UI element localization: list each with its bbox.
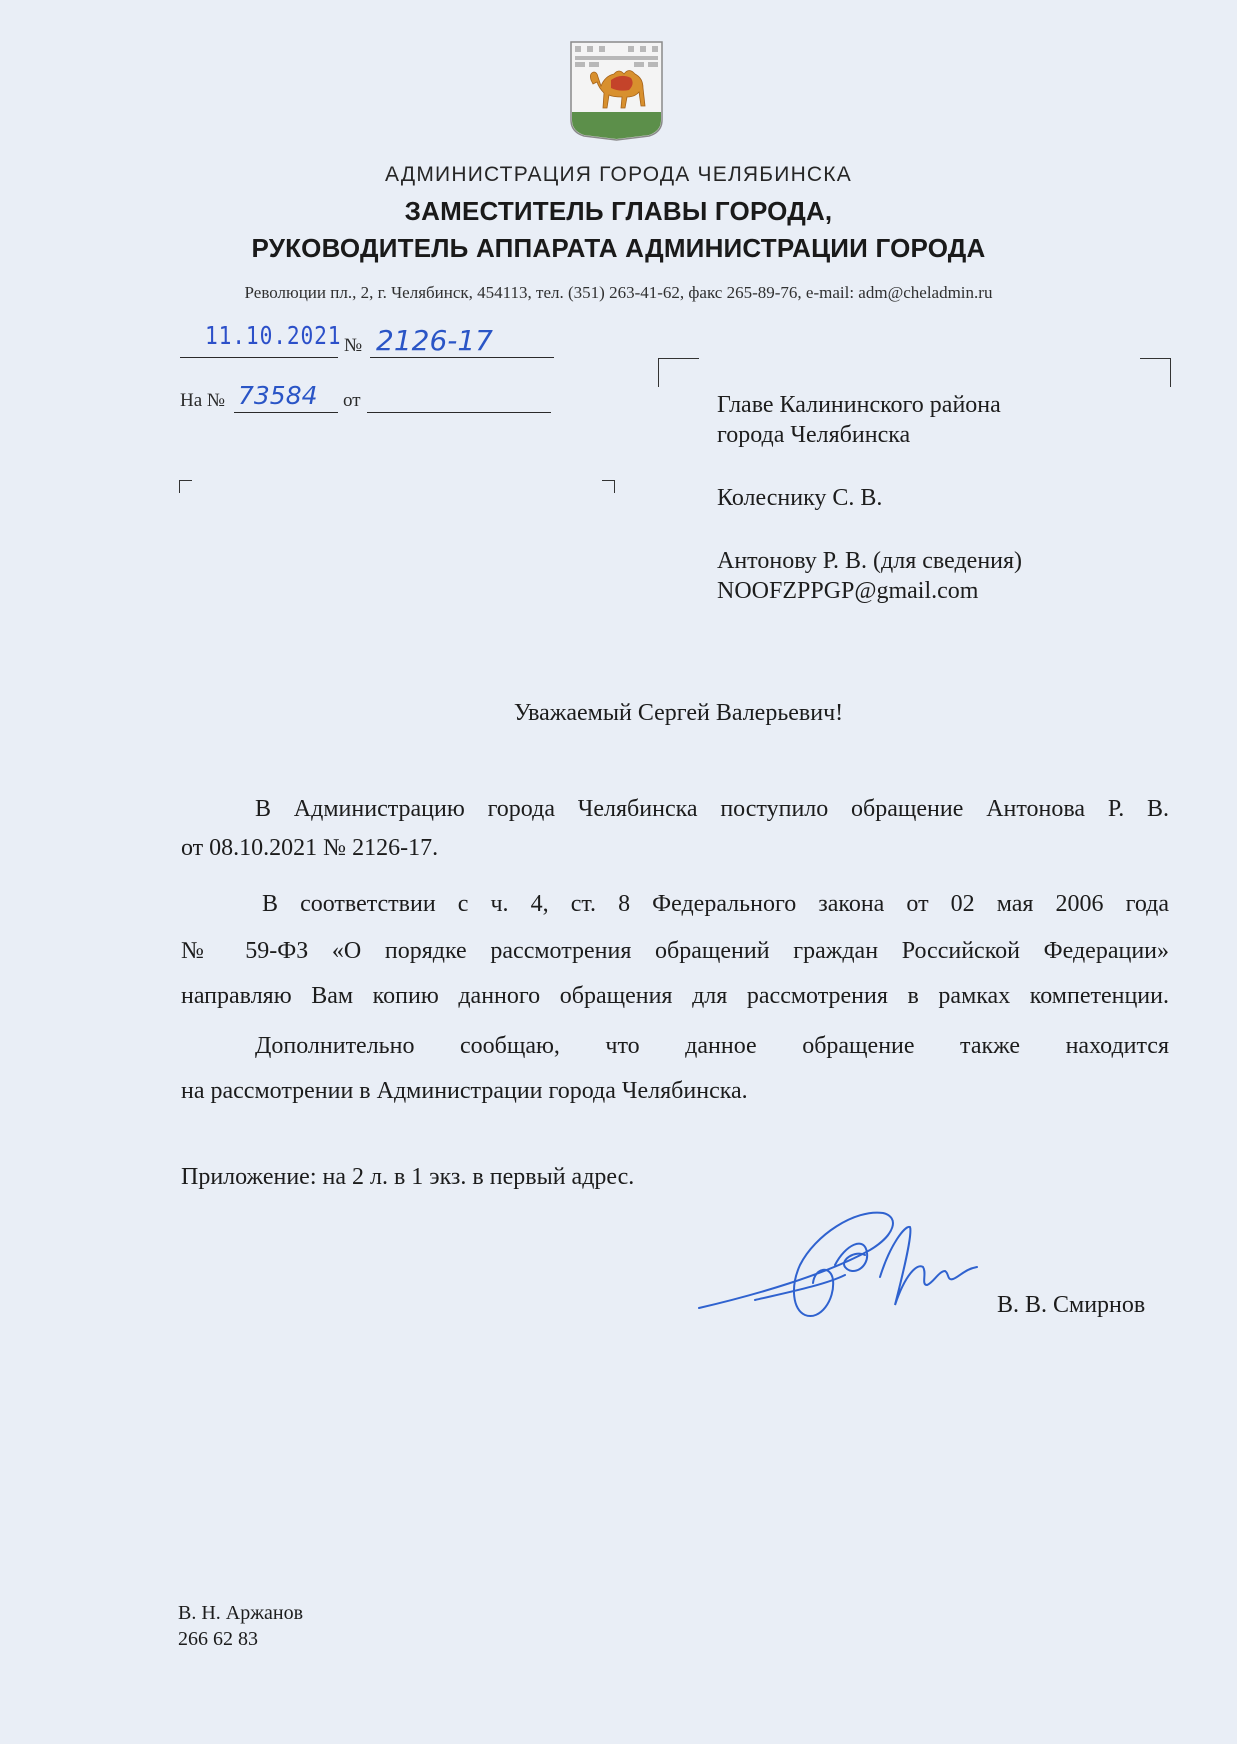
addressee-line-1: Главе Калининского района <box>717 392 1001 418</box>
addressee-line-4: Антонову Р. В. (для сведения) <box>717 548 1023 574</box>
coat-of-arms-emblem <box>569 40 664 141</box>
paragraph-2-line-3: направляю Вам копию данного обращения для рассмотрения в рамках компетенции. <box>181 983 1169 1009</box>
addressee-corner-tr <box>1140 358 1171 387</box>
paragraph-2-line-1: В соответствии с ч. 4, ст. 8 Федерального закона от 02 мая 2006 года <box>262 891 1169 917</box>
paragraph-1-line-2: от 08.10.2021 № 2126-17. <box>181 835 439 861</box>
number-label: № <box>344 335 363 356</box>
date-stamp: 11.10.2021 <box>205 321 342 350</box>
addressee-email: NOOFZPPGP@gmail.com <box>717 578 979 604</box>
signer-name: В. В. Смирнов <box>997 1292 1146 1318</box>
position-title-line-1: ЗАМЕСТИТЕЛЬ ГЛАВЫ ГОРОДА, <box>404 196 833 226</box>
salutation: Уважаемый Сергей Валерьевич! <box>513 700 844 726</box>
paragraph-3-line-2: на рассмотрении в Администрации города Челябинска. <box>181 1078 748 1104</box>
addressee-line-3: Колеснику С. В. <box>717 485 883 511</box>
from-label: от <box>343 390 361 411</box>
appendix-note: Приложение: на 2 л. в 1 экз. в первый адрес. <box>181 1164 635 1190</box>
contact-address: Революции пл., 2, г. Челябинск, 454113, тел. (351) 263-41-62, факс 265-89-76, e-mail: adm@cheladmin.ru <box>244 283 993 302</box>
paragraph-2-line-2: № 59-ФЗ «О порядке рассмотрения обращений граждан Российской Федерации» <box>181 938 1169 964</box>
from-date-underline <box>367 412 551 413</box>
reply-number-underline <box>234 412 338 413</box>
executor-name: В. Н. Аржанов <box>178 1602 304 1624</box>
number-underline <box>370 357 554 358</box>
left-block-corner-tl <box>179 480 192 493</box>
reply-to-label: На № <box>180 390 226 411</box>
executor-phone: 266 62 83 <box>178 1628 258 1650</box>
handwritten-outgoing-number: 2126-17 <box>376 324 493 357</box>
position-title-line-2: РУКОВОДИТЕЛЬ АППАРАТА АДМИНИСТРАЦИИ ГОРОДА <box>251 233 986 263</box>
paragraph-1-line-1: В Администрацию города Челябинска поступило обращение Антонова Р. В. <box>255 796 1169 822</box>
handwritten-reply-number: 73584 <box>238 381 318 410</box>
addressee-corner-tl <box>658 358 699 387</box>
date-underline <box>180 357 338 358</box>
handwritten-signature <box>695 1205 1000 1330</box>
paragraph-3-line-1: Дополнительно сообщаю, что данное обращение также находится <box>255 1033 1169 1059</box>
left-block-corner-tr <box>602 480 615 493</box>
organization-name: АДМИНИСТРАЦИЯ ГОРОДА ЧЕЛЯБИНСКА <box>385 163 852 186</box>
addressee-line-2: города Челябинска <box>717 422 911 448</box>
